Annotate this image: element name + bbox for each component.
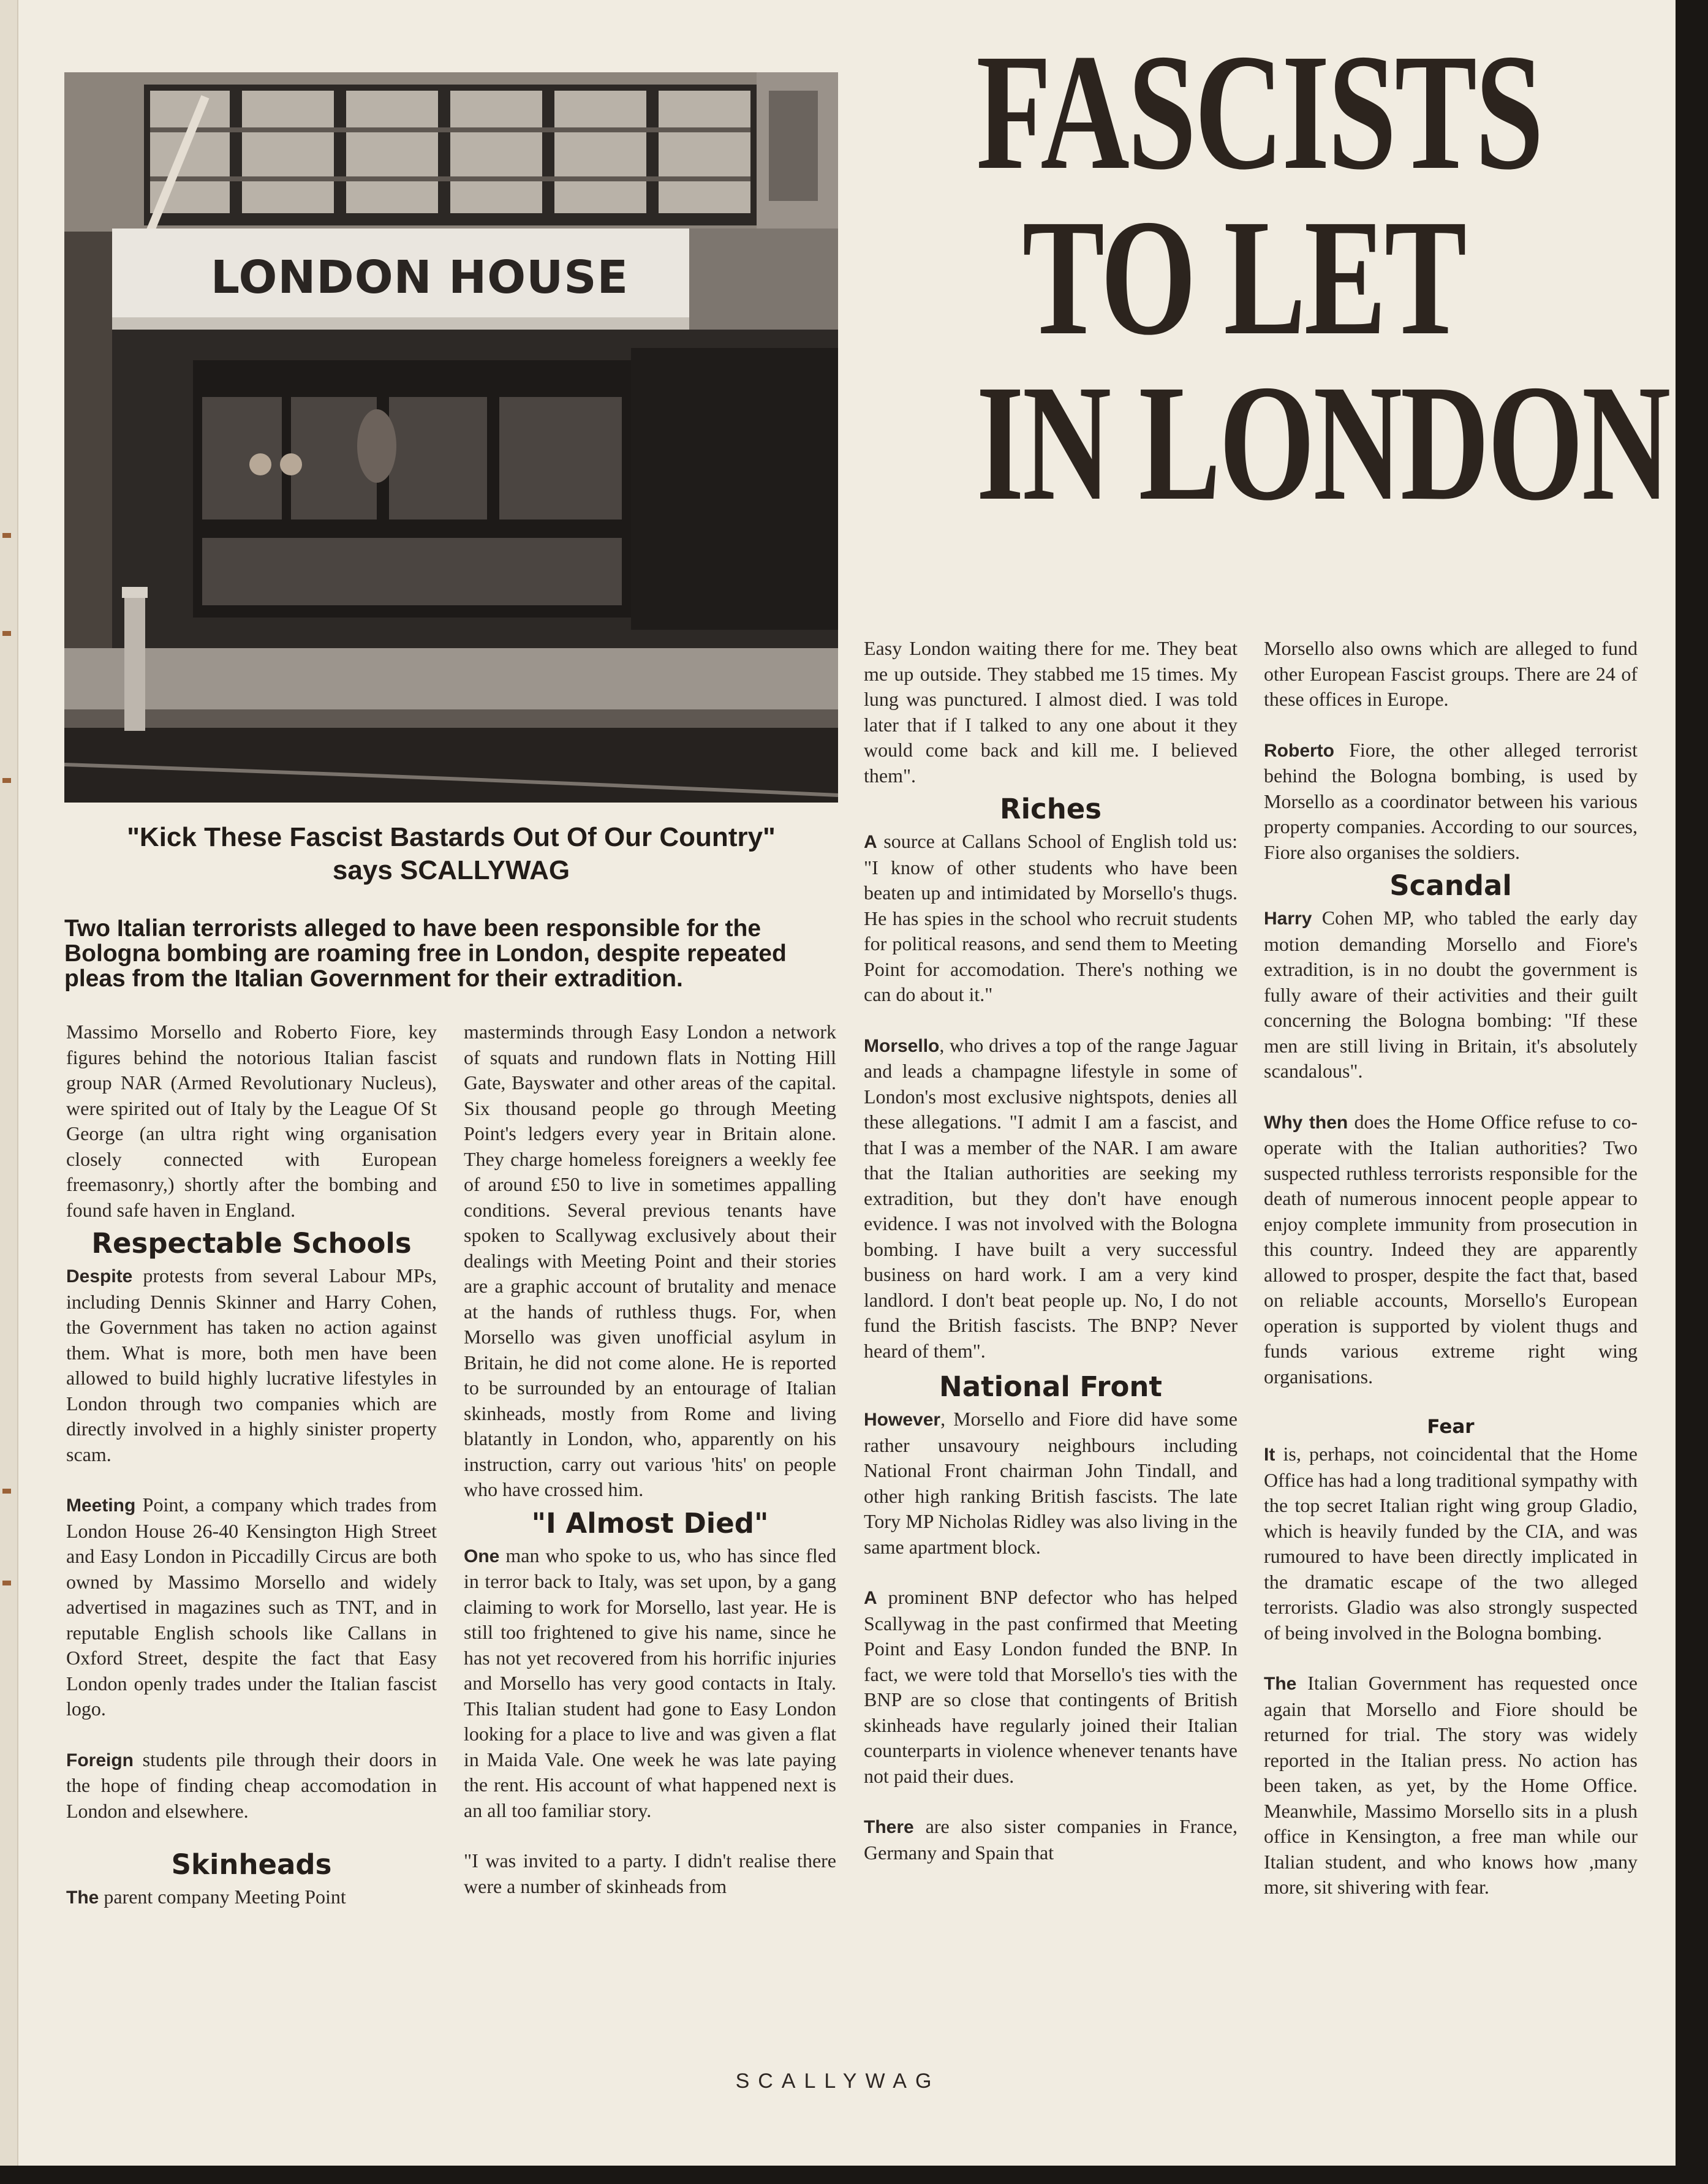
subhead-respectable-schools: Respectable Schools: [91, 1227, 412, 1260]
paragraph: A prominent BNP defector who has helped Scallywag in the past confirmed that Meeting Point and Easy London funded the BNP. In fact, we were told that Morsello's ties with the BNP are so close that contingents of British skinheads have regularly joined their Italian counterparts in violence whenever tenants have not paid their dues.: [864, 1586, 1238, 1787]
paragraph: Despite protests from several Labour MPs, including Dennis Skinner and Harry Cohen, the Government has taken no action against them. What is more, both men have been allowed to build highly lucrative lifestyles in London through two companies which are directly involved in a highly sinister property scam.: [66, 1264, 437, 1465]
article-column-4: [1264, 636, 1638, 1900]
drop-word: However: [864, 1410, 941, 1430]
publication-footer: SCALLYWAG: [735, 2069, 940, 2093]
london-house-sign: LONDON HOUSE: [210, 251, 629, 304]
headline-line-2: TO LET: [1022, 185, 1465, 369]
staple-mark: [2, 1581, 11, 1585]
subhead-scandal: Scandal: [1389, 869, 1512, 902]
drop-word: The: [1264, 1674, 1297, 1694]
drop-word: The: [66, 1887, 99, 1908]
london-house-photo: [64, 72, 838, 803]
subhead-i-almost-died: "I Almost Died": [531, 1506, 769, 1540]
paragraph: A source at Callans School of English told us: "I know of other students who have been beaten up and intimidated by Morsello's thugs. He has spies in the school who recruit students for political reasons, and send them to Meeting Point for accomodation. There's nothing we can do about it.": [864, 830, 1238, 1005]
drop-word: Morsello: [864, 1035, 940, 1056]
intro-paragraph: Massimo Morsello and Roberto Fiore, key figures behind the notorious Italian fascist group NAR (Armed Revolutionary Nucleus), were spirited out of Italy by the League Of St George (an ultra right wing organisation closely connected with European freemasonry,) shortly after the bombing and found safe haven in England.: [66, 1021, 437, 1221]
paragraph: Morsello, who drives a top of the range Jaguar and leads a champagne lifestyle in some of London's most exclusive nightspots, denies all these allegations. "I admit I am a fascist, and that I was a member of the NAR. I am aware that the Italian authorities are seeking my extradition, but they don't have enough evidence. I was not involved with the Bologna bombing. I have built a very successful business on hard work. I am a very kind landlord. I don't beat people up. No, I do not fund the British fascists. The BNP? Never heard of them".: [864, 1033, 1238, 1362]
staple-mark: [2, 1489, 11, 1494]
paragraph: However, Morsello and Fiore did have some rather unsavoury neighbours including National Front chairman John Tindall, and other high ranking British fascists. The late Tory MP Nicholas Ridley was also living in the same apartment block.: [864, 1408, 1238, 1558]
headline-line-1: FASCISTS: [976, 20, 1542, 204]
paragraph: Foreign students pile through their doors in the hope of finding cheap accomodation in London and elsewhere.: [66, 1748, 437, 1822]
drop-word: Roberto: [1264, 740, 1334, 761]
paragraph: Morsello also owns which are alleged to fund other European Fascist groups. There are 24 of these offices in Europe.: [1264, 637, 1638, 710]
drop-word: It: [1264, 1445, 1275, 1465]
headline-line-3: IN LONDON: [976, 350, 1669, 535]
paragraph: The Italian Government has requested once again that Morsello and Fiore should be returned for trial. The story was widely reported in the Italian press. No action has been taken, as yet, by the Home Office. Meanwhile, Massimo Morsello sits in a plush office in Kensington, a free man while our Italian student, and who knows how ,many more, sit shivering with fear.: [1264, 1672, 1638, 1898]
staple-mark: [2, 533, 11, 538]
subhead-riches: Riches: [999, 793, 1102, 825]
paragraph: Easy London waiting there for me. They beat me up outside. They stabbed me 15 times. My lung was punctured. I almost died. I was told later that if I talked to any one about it they would come back and kill me. I believed them".: [864, 637, 1238, 787]
standfirst: Two Italian terrorists alleged to have been responsible for the Bologna bombing are roaming free in London, despite repeated pleas from the Italian Government for their extradition.: [64, 915, 787, 992]
drop-word: Harry: [1264, 909, 1312, 929]
paragraph: Harry Cohen MP, who tabled the early day motion demanding Morsello and Fiore's extradition, is in no doubt the government is fully aware of their activities and their guilt concerning the Bologna bombing: "If these men are still living in Britain, it's absolutely scandalous".: [1264, 907, 1638, 1082]
staple-mark: [2, 631, 11, 636]
photo-caption: [64, 821, 838, 887]
paragraph: Meeting Point, a company which trades from London House 26-40 Kensington High Street and Easy London in Piccadilly Circus are both owned by Massimo Morsello and widely advertised in magazines such as TNT, and in reputable English schools like Callans in Oxford Street, despite the fact that Easy London openly trades under the Italian fascist logo.: [66, 1494, 437, 1720]
binding-edge: [0, 0, 18, 2166]
drop-word: A: [864, 832, 877, 852]
drop-word: One: [464, 1546, 500, 1566]
drop-word: Why then: [1264, 1112, 1348, 1133]
article-column-3: [864, 636, 1238, 1865]
drop-word: Foreign: [66, 1750, 134, 1770]
subhead-national-front: National Front: [939, 1370, 1162, 1403]
article-column-1: [66, 1019, 437, 1911]
paragraph: masterminds through Easy London a network of squats and rundown flats in Notting Hill Gate, Bayswater and other areas of the capital. Six thousand people go through Meeting Point's ledgers every year in Britain alone. They charge homeless foreigners a weekly fee of around £50 to live in sometimes appalling conditions. Several previous tenants have spoken to Scallywag exclusively about their dealings with Meeting Point and their stories are a graphic account of brutality and menace at the hands of ruthless thugs. For, when Morsello was given unofficial asylum in Britain, he did not come alone. He is reported to be surrounded by an entourage of Italian skinheads, mostly from Rome and living blatantly in London, who, apparently on his instruction, carry out various 'hits' on people who have crossed him.: [464, 1021, 836, 1500]
article-column-2: [464, 1019, 836, 1899]
paragraph: It is, perhaps, not coincidental that the Home Office has had a long traditional sympathy with the top secret Italian right wing group Gladio, which is heavily funded by the CIA, and was rumoured to have been directly implicated in the dramatic escape of the two alleged terrorists. Gladio was also strongly suspected of being involved in the Bologna bombing.: [1264, 1443, 1638, 1644]
subhead-skinheads: Skinheads: [171, 1848, 332, 1881]
caption-quote: "Kick These Fascist Bastards Out Of Our Country": [127, 822, 776, 852]
drop-word: Meeting: [66, 1495, 136, 1516]
drop-word: A: [864, 1588, 877, 1608]
paragraph: The parent company Meeting Point: [66, 1886, 346, 1908]
headline: [976, 20, 1669, 535]
paragraph: There are also sister companies in France, Germany and Spain that: [864, 1815, 1238, 1864]
subhead-fear: Fear: [1427, 1416, 1475, 1438]
drop-word: Despite: [66, 1266, 133, 1287]
caption-attribution: says SCALLYWAG: [332, 855, 570, 885]
quote-paragraph: "I was invited to a party. I didn't realise there were a number of skinheads from: [464, 1850, 836, 1897]
paragraph: One man who spoke to us, who has since fled in terror back to Italy, was set upon, by a gang claiming to work for Morsello, last year. He is still too frightened to give his name, since he has not yet recovered from his horrific injuries and Morsello has very good contacts in Italy. This Italian student had gone to Easy London looking for a place to live and was given a flat in Maida Vale. One week he was late paying the rent. His account of what happened next is an all too familiar story.: [464, 1544, 837, 1821]
building-illustration: [64, 72, 838, 803]
paragraph: Why then does the Home Office refuse to co-operate with the Italian authorities? Two suspected ruthless terrorists responsible for the death of numerous innocent people appear to enjoy complete immunity from prosecution in this country. Indeed they are apparently allowed to prosper, despite the fact that, based on reliable accounts, Morsello's European operation is supported by violent thugs and funds various extreme right wing organisations.: [1264, 1110, 1638, 1388]
drop-word: There: [864, 1817, 914, 1837]
staple-mark: [2, 778, 11, 783]
paragraph: Roberto Fiore, the other alleged terrorist behind the Bologna bombing, is used by Morsello as a coordinator between his various property companies. According to our sources, Fiore also organises the soldiers.: [1264, 738, 1638, 863]
